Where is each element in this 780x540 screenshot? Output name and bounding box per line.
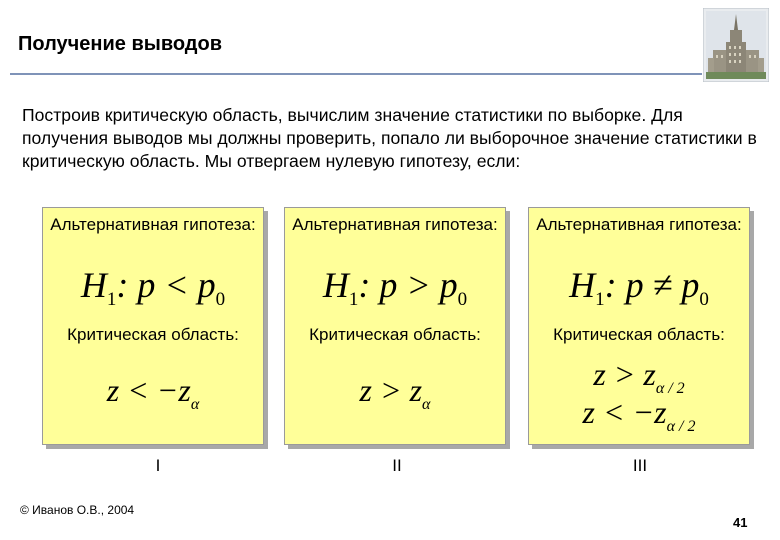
- critical-region-label: Критическая область:: [553, 325, 725, 344]
- case-numeral-3: III: [632, 456, 648, 475]
- critical-region-formula: $z < -z_\alpha$: [106, 372, 200, 413]
- critical-region-formula-upper: $z > z_{\alpha / 2}$: [593, 356, 685, 397]
- page-number: 41: [733, 515, 748, 530]
- critical-region-formula-lower: $z < -z_{\alpha / 2}$: [582, 394, 696, 435]
- critical-region-label: Критическая область:: [309, 325, 481, 344]
- copyright-footer: © Иванов О.В., 2004: [20, 503, 135, 517]
- critical-region-formula: $z > z_\alpha$: [359, 372, 431, 413]
- alternative-label: Альтернативная гипотеза:: [292, 215, 498, 234]
- case-box-left-tailed: [42, 207, 264, 445]
- case-box-right-tailed: [284, 207, 506, 445]
- university-building-logo: [703, 8, 769, 82]
- slide-title: Получение выводов: [18, 33, 223, 55]
- case-numeral-2: II: [392, 456, 402, 475]
- critical-region-label: Критическая область:: [67, 325, 239, 344]
- alternative-label: Альтернативная гипотеза:: [536, 215, 742, 234]
- hypothesis-formula: $H_1$: $p > p_0$: [322, 265, 468, 310]
- intro-paragraph: Построив критическую область, вычислим значение статистики по выборке. Для получения выводов мы должны проверить, попало ли выборочное значение статистики в критическую область. Мы отвергаем нулевую гипотезу, если:: [22, 105, 757, 171]
- hypothesis-formula: $H_1$: $p < p_0$: [80, 265, 226, 310]
- hypothesis-formula: $H_1$: $p \ne p_0$: [569, 265, 709, 310]
- title-divider: [10, 73, 702, 75]
- case-numeral-1: I: [155, 456, 161, 475]
- case-box-two-tailed: [528, 207, 750, 445]
- alternative-label: Альтернативная гипотеза:: [50, 215, 256, 234]
